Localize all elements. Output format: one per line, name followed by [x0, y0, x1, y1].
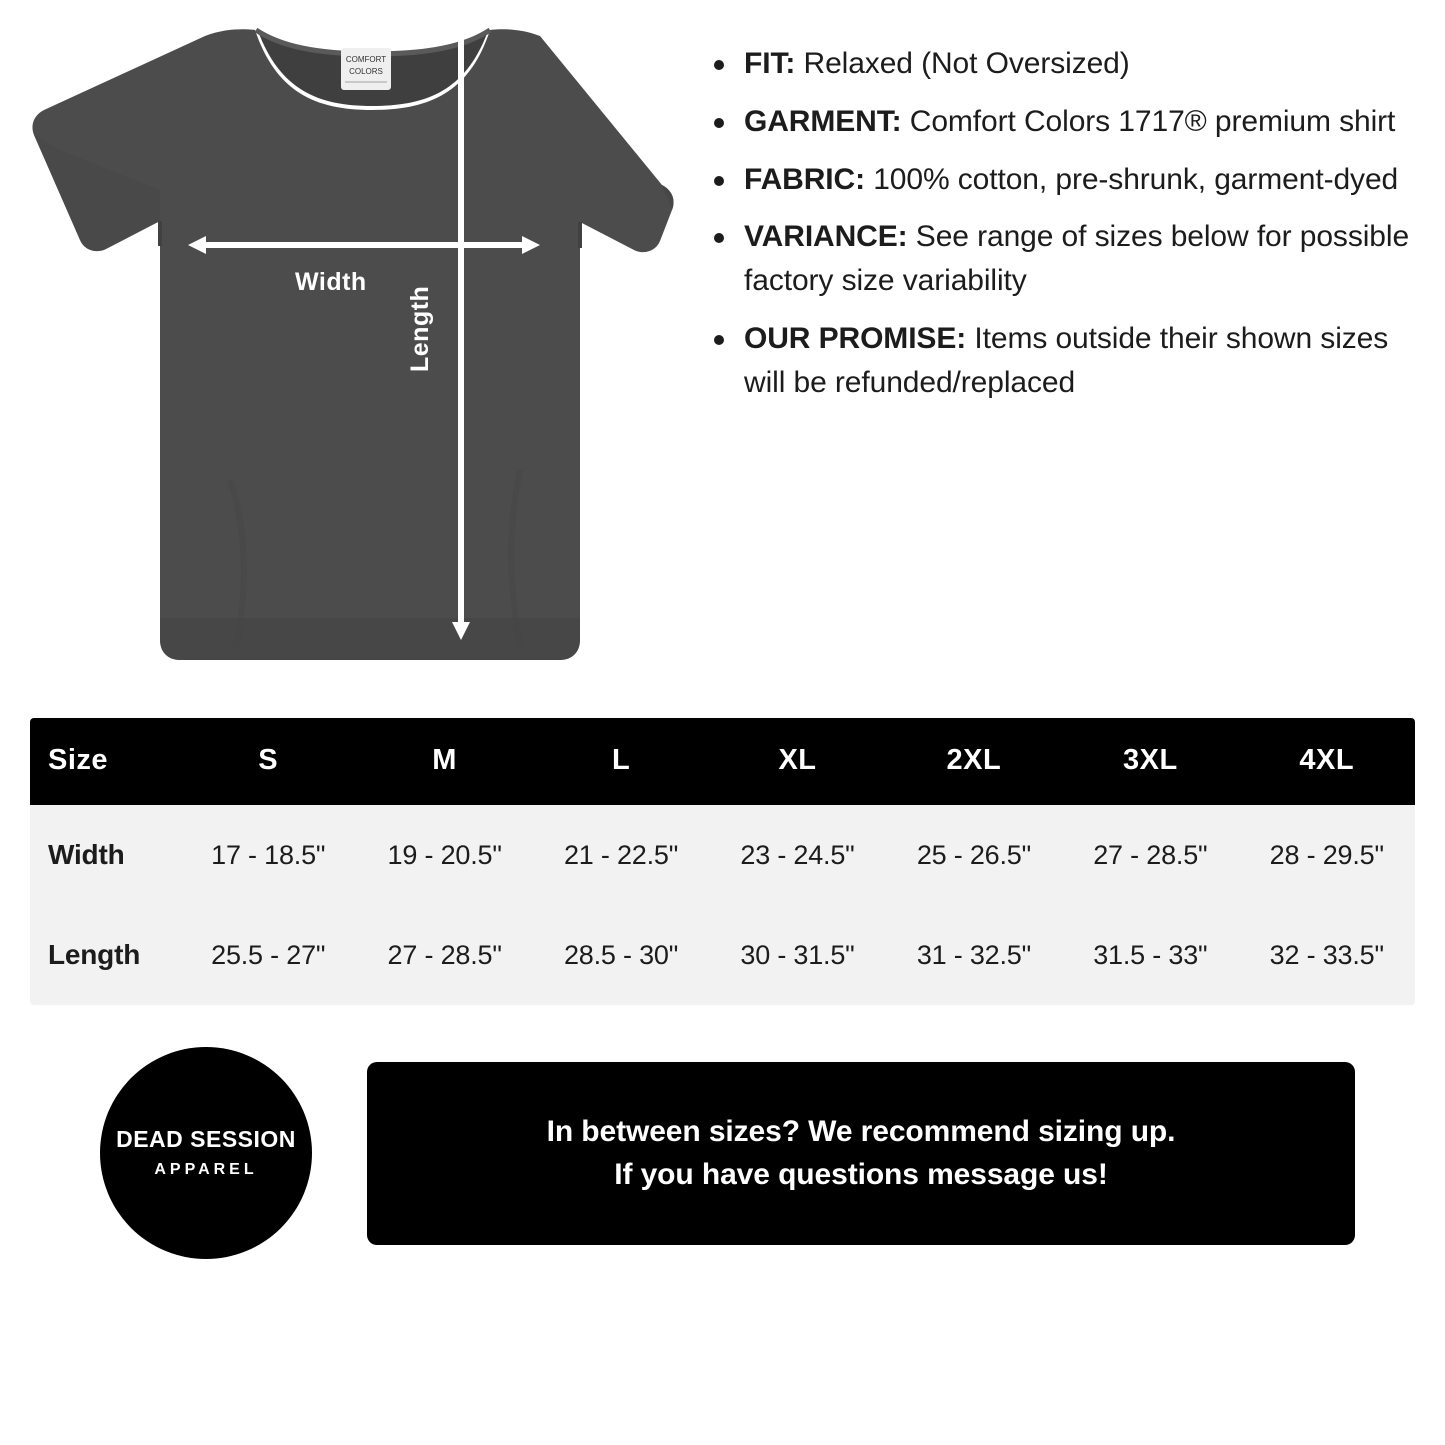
bullet-lead: FABRIC:	[744, 162, 865, 196]
column-header-size: Size	[30, 718, 180, 805]
cell-length-2xl: 31 - 32.5"	[886, 905, 1062, 1005]
column-header-s: S	[180, 718, 356, 805]
sizing-note-line-2: If you have questions message us!	[614, 1158, 1108, 1191]
row-header-width: Width	[30, 805, 180, 905]
cell-width-2xl: 25 - 26.5"	[886, 805, 1062, 905]
bullet-text: Relaxed (Not Oversized)	[795, 47, 1130, 80]
column-header-xl: XL	[709, 718, 885, 805]
bullet-lead: FIT:	[744, 47, 796, 80]
column-header-l: L	[533, 718, 709, 805]
cell-width-xl: 23 - 24.5"	[709, 805, 885, 905]
details-list-panel	[680, 0, 1445, 419]
column-header-m: M	[356, 718, 532, 805]
cell-length-s: 25.5 - 27"	[180, 905, 356, 1005]
bullet-text: See range of sizes below for possible factory size variability	[744, 220, 1410, 298]
table-row	[30, 905, 1415, 1005]
list-item	[708, 158, 1425, 202]
list-item	[708, 317, 1425, 405]
table-row	[30, 805, 1415, 905]
sizing-note-line-1: In between sizes? We recommend sizing up.	[546, 1114, 1176, 1148]
list-item	[708, 215, 1425, 303]
list-item	[708, 100, 1425, 144]
cell-width-s: 17 - 18.5"	[180, 805, 356, 905]
column-header-3xl: 3XL	[1062, 718, 1238, 805]
bullet-text: 100% cotton, pre-shrunk, garment-dyed	[864, 162, 1399, 196]
cell-width-4xl: 28 - 29.5"	[1239, 805, 1415, 905]
bullet-text: Items outside their shown sizes will be refunded/replaced	[744, 321, 1389, 399]
top-section	[0, 0, 1445, 700]
brand-logo-name: DEAD SESSION	[116, 1126, 296, 1153]
size-chart-table	[30, 718, 1415, 1005]
footer-section	[30, 1047, 1415, 1259]
row-header-length: Length	[30, 905, 180, 1005]
tshirt-illustration	[0, 0, 680, 700]
bullet-text: Comfort Colors 1717® premium shirt	[901, 104, 1396, 138]
cell-length-4xl: 32 - 33.5"	[1239, 905, 1415, 1005]
bullet-lead: VARIANCE:	[744, 220, 908, 254]
cell-width-m: 19 - 20.5"	[356, 805, 532, 905]
bullet-lead: OUR PROMISE:	[744, 321, 967, 355]
sizing-note-box	[367, 1062, 1355, 1245]
table-header-row	[30, 718, 1415, 805]
cell-length-3xl: 31.5 - 33"	[1062, 905, 1238, 1005]
brand-logo	[100, 1047, 312, 1259]
length-measure-label: Length	[406, 285, 434, 372]
shirt-diagram-panel	[0, 0, 680, 700]
garment-tag-line-2: COLORS	[349, 67, 383, 76]
width-measure-label: Width	[295, 268, 367, 296]
cell-length-xl: 30 - 31.5"	[709, 905, 885, 1005]
cell-width-l: 21 - 22.5"	[533, 805, 709, 905]
list-item	[708, 42, 1425, 86]
cell-length-l: 28.5 - 30"	[533, 905, 709, 1005]
cell-length-m: 27 - 28.5"	[356, 905, 532, 1005]
column-header-4xl: 4XL	[1239, 718, 1415, 805]
size-chart-table-wrapper	[30, 718, 1415, 1005]
cell-width-3xl: 27 - 28.5"	[1062, 805, 1238, 905]
column-header-2xl: 2XL	[886, 718, 1062, 805]
bullet-lead: GARMENT:	[744, 104, 902, 138]
brand-logo-subtitle: APPAREL	[154, 1160, 258, 1178]
garment-tag-line-1: COMFORT	[345, 55, 387, 64]
details-list	[680, 42, 1425, 405]
